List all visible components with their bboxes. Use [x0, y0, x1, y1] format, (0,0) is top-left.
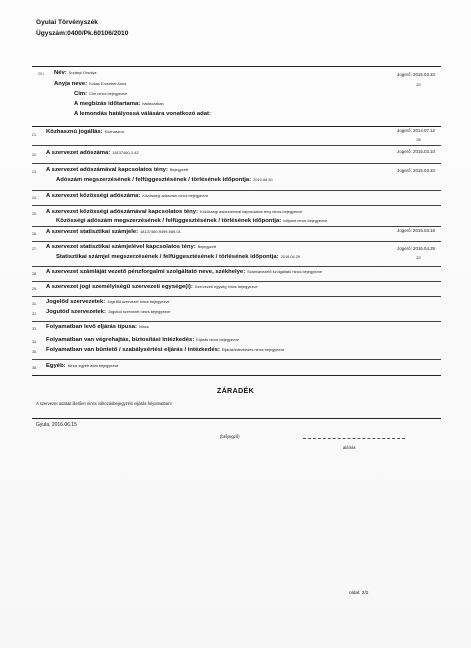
record-number: 31.: [32, 302, 37, 306]
record-value: 2016.04.29: [280, 254, 301, 259]
term-label: A megbízás időtartama:: [74, 101, 141, 107]
record-number: 26.: [32, 232, 37, 236]
record-number: 24.: [32, 196, 37, 200]
record-line: [46, 167, 188, 174]
jogero-ref: 28/: [416, 138, 421, 142]
address-label: Cím:: [74, 91, 88, 97]
divider: [32, 190, 441, 191]
case-number: Ügyszám:0400/Pk.60106/2010: [36, 30, 129, 37]
record-label: A szervezet közösségi adószáma:: [46, 193, 141, 199]
record-value: Eljárás nincs bejegyezve: [196, 337, 240, 342]
record-number: 34.: [32, 340, 37, 344]
divider: [32, 375, 441, 376]
record-label: A szervezet jogi személyiségű szervezeti egysége(i):: [46, 284, 193, 290]
jogero-ref: 32/: [416, 256, 421, 260]
record-value: 18137460-9499-569-01: [140, 229, 181, 234]
divider: [32, 226, 441, 227]
record-number: 21.: [32, 133, 37, 137]
record-29: [32, 283, 441, 296]
record-38: [32, 362, 441, 375]
name-value: Surányi Orsolya: [68, 70, 97, 75]
page-number: oldal: 2/2: [349, 591, 369, 596]
record-23: [32, 166, 441, 188]
record-line: [46, 193, 208, 200]
record-number: 20./: [38, 72, 44, 76]
record-line-2: [56, 254, 300, 261]
jogero: Jogerő: 2015.03.10: [397, 149, 435, 154]
divider: [32, 145, 441, 146]
record-value: Bejegyzett: [197, 244, 216, 249]
record-22: [32, 148, 441, 163]
court-name: Gyulai Törvényszék: [36, 19, 98, 26]
divider: [32, 281, 441, 282]
divider: [32, 321, 441, 322]
record-34-35: [32, 337, 441, 357]
record-26: [32, 228, 441, 241]
divider: [32, 126, 441, 127]
record-number: 29.: [32, 287, 37, 291]
record-value: Közösségi adószám nincs bejegyezve: [142, 193, 209, 198]
record-label: Folyamatban levő eljárás típusa:: [46, 324, 138, 330]
record-label: Közhasznú jogállás:: [46, 129, 103, 135]
record-value: Közösségi adószámmal kapcsolatos tény nincs bejegyezve: [200, 209, 303, 214]
record-31-32: [32, 298, 441, 320]
record-label: A szervezet számláját vezető pénzforgalmi szolgáltató neve, székhelye:: [46, 269, 246, 275]
zaradek-text: A szervezet adatait illetően nincs változásbejegyzési eljárás folyamatban!: [36, 401, 172, 406]
record-line-2: [56, 218, 327, 225]
record-27: [32, 244, 441, 266]
divider: [32, 66, 441, 67]
divider: [32, 418, 441, 419]
record-line: [46, 209, 302, 216]
jogero: Jogerő: 2015.03.18: [397, 228, 435, 233]
resign-label: A lemondás hatályossá válására vonatkozó adat:: [74, 111, 211, 117]
record-line: [46, 244, 216, 251]
jogero: Jogerő: 2015.03.10: [397, 168, 435, 173]
mother-value: Kokas Erzsébet Anna: [89, 81, 127, 86]
signature-label: aláírás: [343, 445, 356, 450]
record-value: Bejegyzett: [169, 167, 189, 172]
record-number: 32.: [32, 312, 37, 316]
term-line: [74, 101, 164, 108]
record-value: Időpont nincs bejegyezve: [283, 218, 328, 223]
record-value: 18137460-1-42: [112, 150, 139, 155]
record-value: Közhasznú: [104, 129, 124, 134]
jogero: Jogerő: 2015.03.10: [397, 72, 435, 77]
mother-label: Anyja neve:: [54, 81, 88, 87]
record-33: [32, 323, 441, 336]
record-line: [46, 150, 139, 157]
record-number: 23.: [32, 170, 37, 174]
record-number: 38.: [32, 366, 37, 370]
record-label: Folyamatban van büntető / szabálysértési eljárás / intézkedés:: [46, 347, 220, 353]
record-21: [32, 128, 441, 145]
record-value: Számlavezető szolgáltató nincs bejegyezve: [247, 269, 323, 274]
record-value: 2010.08.30: [253, 177, 273, 182]
record-label: Jogelőd szervezetek:: [46, 299, 106, 305]
record-number: 25.: [32, 212, 37, 216]
jogero: Jogerő: 2014.07.12: [397, 128, 435, 133]
record-label: A szervezet statisztikai számjele:: [46, 229, 139, 235]
record-28: [32, 268, 441, 281]
resign-line: [74, 111, 211, 118]
record-line: [46, 299, 170, 306]
jogero-ref: 32/: [416, 83, 421, 87]
record-24: [32, 192, 441, 205]
record-line-2: [56, 177, 273, 184]
place-date: Gyula, 2016.06.15: [36, 422, 77, 428]
record-line: [46, 284, 258, 291]
record-line: [46, 337, 239, 344]
stamp-label: (bélyegző): [220, 434, 240, 439]
record-label: A szervezet adószáma:: [46, 150, 111, 156]
divider: [32, 163, 441, 164]
name-label: Név:: [54, 70, 67, 76]
record-label: Jogutód szervezetek:: [46, 309, 106, 315]
mother-line: [54, 81, 126, 88]
record-number: 22.: [32, 153, 37, 157]
record-line: [46, 324, 149, 331]
record-number: 27.: [32, 247, 37, 251]
record-label: Statisztikai számjel megszerzésének / felfüggesztésének / törlésének időpontja:: [56, 254, 279, 260]
record-number: 28.: [32, 272, 37, 276]
record-line: [46, 347, 284, 354]
zaradek-title: ZÁRADÉK: [216, 386, 255, 395]
person-record: [32, 70, 441, 124]
record-line: [46, 269, 322, 276]
divider: [32, 359, 441, 360]
term-value: határozatlan: [142, 101, 164, 106]
record-number: 33.: [32, 327, 37, 331]
record-value: Eljárás/intézkedés nincs bejegyezve: [221, 347, 285, 352]
record-line: [46, 363, 118, 370]
address-line: [74, 91, 127, 98]
record-line: [46, 309, 170, 316]
record-label: Adószám megszerzésének / felfüggesztésének / törlésének időpontja:: [56, 177, 252, 183]
address-value: Cím nincs bejegyezve: [89, 91, 128, 96]
record-line: [46, 129, 124, 136]
record-value: Jogelőd szervezet nincs bejegyezve: [107, 299, 170, 304]
record-value: Nincs: [139, 324, 149, 329]
record-value: Szervezeti egység nincs bejegyezve: [194, 284, 258, 289]
record-label: Folyamatban van végrehajtás, biztosítási intézkedés:: [46, 337, 195, 343]
record-line: [46, 229, 181, 236]
divider: [32, 296, 441, 297]
divider: [32, 266, 441, 267]
divider: [32, 241, 441, 242]
record-label: A szervezet adószámával kapcsolatos tény:: [46, 167, 168, 173]
signature-line: [303, 438, 405, 439]
divider: [32, 205, 441, 206]
record-label: Egyéb:: [46, 363, 66, 369]
record-value: Nincs egyéb adat bejegyezve: [67, 363, 119, 368]
record-value: Jogutód szervezet nincs bejegyezve: [107, 309, 171, 314]
jogero: Jogerő: 2016.04.29: [397, 246, 435, 251]
record-label: Közösségi adószám megszerzésének / felfüggesztésének / törlésének időpontja:: [56, 218, 282, 224]
name-line: [54, 70, 96, 77]
record-label: A szervezet statisztikai számjelével kapcsolatos tény:: [46, 244, 196, 250]
record-label: A szervezet közösségi adószámával kapcsolatos tény:: [46, 209, 199, 215]
record-number: 35.: [32, 350, 37, 354]
